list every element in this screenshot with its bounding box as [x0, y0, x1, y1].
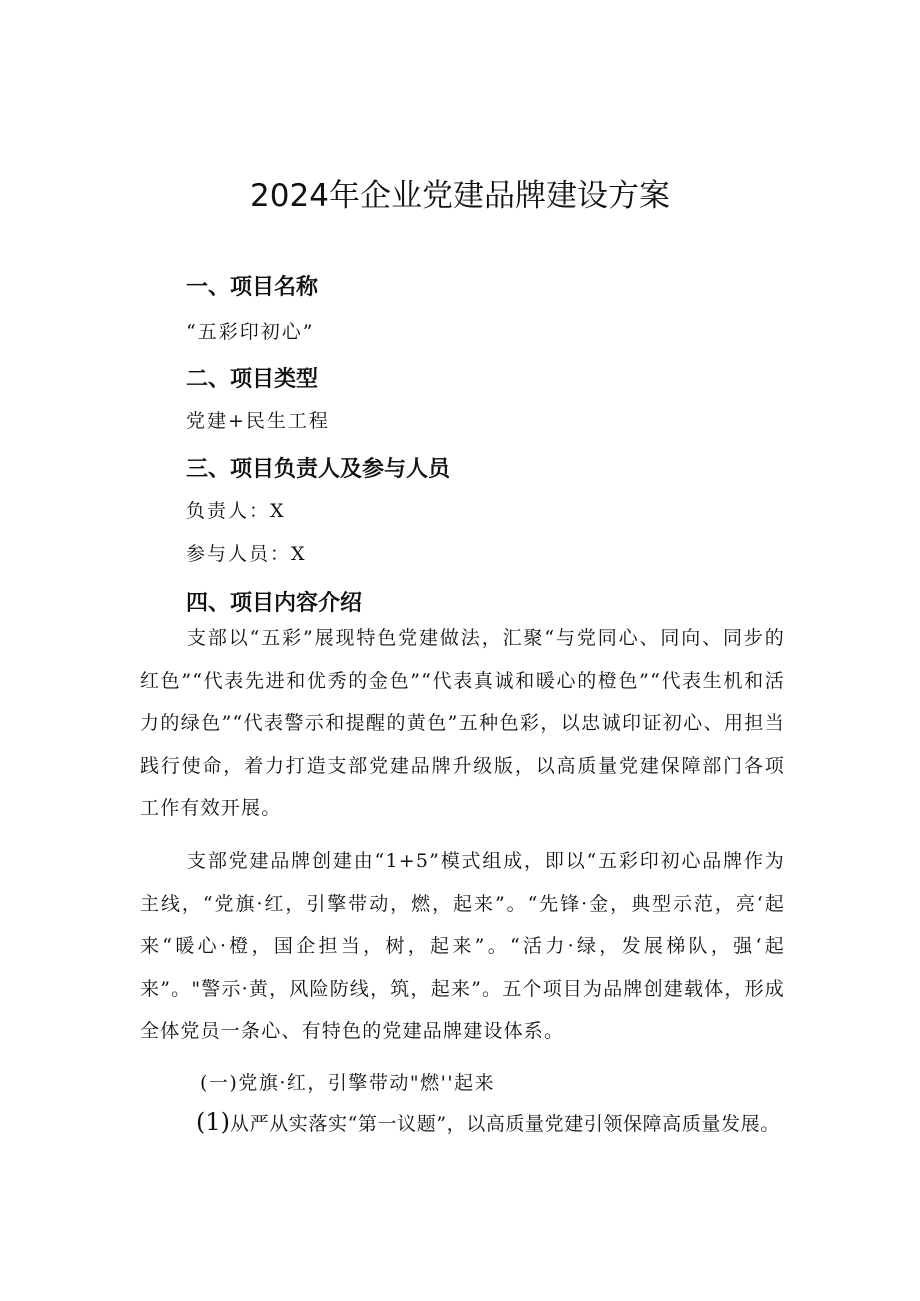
project-members-text: 参与人员：X — [186, 543, 307, 565]
section-heading-content: 四、项目内容介绍 — [186, 591, 363, 616]
project-leader-text: 负责人：X — [186, 500, 286, 522]
list-item-1 — [196, 1108, 796, 1136]
section-heading-personnel: 三、项目负责人及参与人员 — [186, 457, 451, 482]
document-title: 2024年企业党建品牌建设方案 — [250, 178, 670, 214]
section-heading-project-name: 一、项目名称 — [186, 275, 319, 300]
project-name-text: “五彩印初心” — [186, 321, 315, 343]
project-type-text: 党建+民生工程 — [186, 410, 330, 432]
list-item-text: 从严从实落实“第一议题”，以高质量党建引领保障高质量发展。 — [230, 1113, 780, 1135]
section-heading-project-type: 二、项目类型 — [186, 367, 319, 392]
subsection-heading-1: (一)党旗·红，引擎带动"燃''起来 — [200, 1072, 496, 1094]
list-item-number: (1) — [196, 1108, 230, 1136]
content-paragraph-2: 支部党建品牌创建由“1+5”模式组成，即以“五彩印初心品牌作为主线，“党旗·红，引擎带动，燃，起来”。“先锋·金，典型示范，亮‘起来“暖心·橙，国企担当，树，起来”。“活力·绿，发展梯队，强‘起来”。"警示·黄，风险防线，筑，起来”。五个项目为品牌创建载体，形成全体党员一条心、有特色的党建品牌建设体系。 — [140, 850, 786, 1042]
content-paragraph-1: 支部以“五彩”展现特色党建做法，汇聚“与党同心、同向、同步的红色”“代表先进和优秀的金色”“代表真诚和暖心的橙色”“代表生机和活力的绿色”“代表警示和提醒的黄色”五种色彩，以忠诚印证初心、用担当践行使命，着力打造支部党建品牌升级版，以高质量党建保障部门各项工作有效开展。 — [140, 627, 785, 819]
